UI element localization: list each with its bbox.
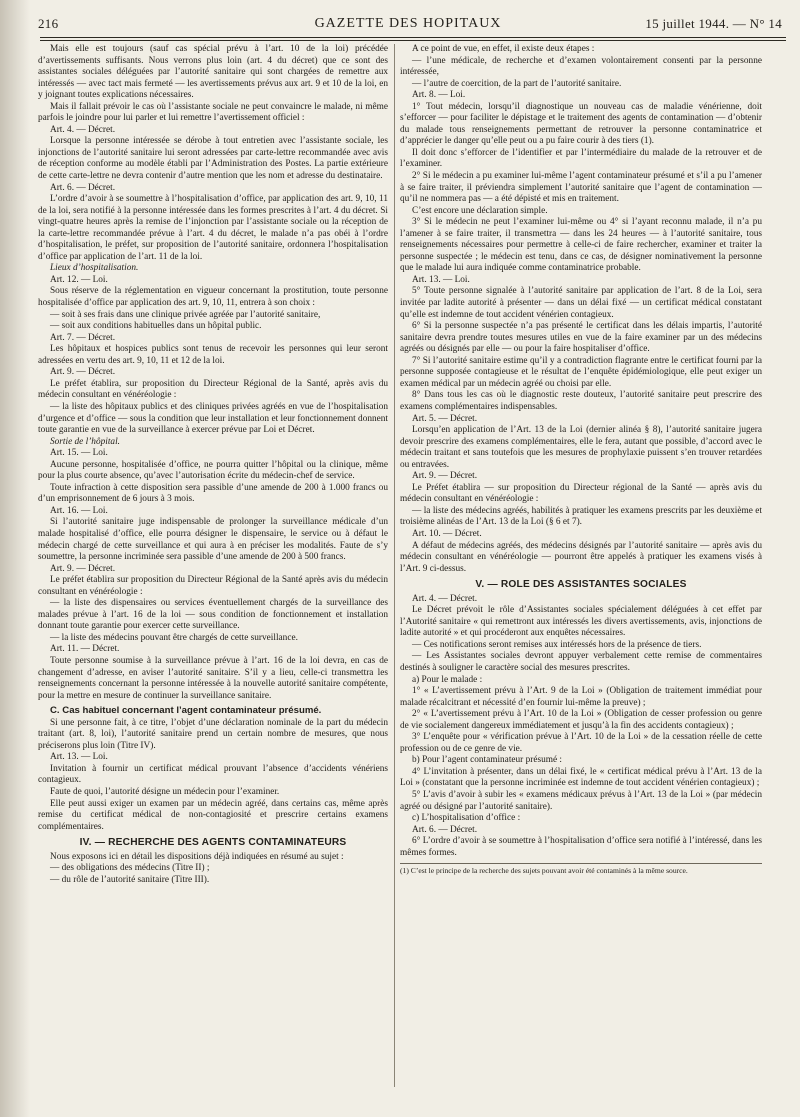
paragraph: Art. 9. — Décret.: [50, 367, 116, 378]
paragraph: 5° Toute personne signalée à l’autorité sanitaire par application de l’art. 8 de la Loi, sera invitée par ladite autorité à présenter — dans un délai fixé — un certificat médical constatant qu’elle est indemne de tout accident vénérien contagieux.: [400, 286, 762, 320]
paragraph: 3° Si le médecin ne peut l’examiner lui-même ou 4° si l’ayant reconnu malade, il n’a pu l’amener à se faire traiter, il transmettra — dans les 24 heures — à l’autorité sanitaire, tous renseignements nécessaires pour permettre à celle-ci de faire rechercher, examiner et traiter la personne suspectée ; le médecin est tenu, dans ce cas, de désigner nominativement la personne que le malade lui aura indiquée comme contaminatrice probable.: [400, 217, 762, 274]
italic-subheading: Sortie de l’hôpital.: [50, 436, 120, 447]
paragraph: c) L’hospitalisation d’office :: [412, 813, 521, 824]
paragraph: Elle peut aussi exiger un examen par un médecin agréé, dans certains cas, même après remise du certificat médical de non-contagiosité et prescrire certains examens complémentaires.: [38, 798, 388, 832]
paragraph: — Les Assistantes sociales devront appuyer verbalement cette remise de commentaires destinés à souligner le caractère social des mesures prescrites.: [400, 651, 762, 673]
page-number: 216: [38, 16, 59, 31]
paragraph: — l’une médicale, de recherche et d’examen volontairement consenti par la personne intéressée,: [400, 55, 762, 78]
paragraph: Mais elle est toujours (sauf cas spécial prévu à l’art. 10 de la loi) précédée d’avertissements suffisants. Nous verrons plus loin (art. 4 du décret) que ce sont des assistantes sociales déléguées par l’autorité sanitaire qui sont chargées de remettre aux intéressés — avec tact mais fermeté — les avertissements prévus aux art. 9 et 10 de la loi, en y joignant toutes explications nécessaires.: [38, 44, 388, 101]
paragraph: Lorsqu’en application de l’Art. 13 de la Loi (dernier alinéa § 8), l’autorité sanitaire jugera devoir prescrire des examens complémentaires, elle le fera, autant que possible, d’accord avec le médecin traitant et sans toutefois que les mesures de prophylaxie puissent s’en trouver retardées ou entravées.: [400, 425, 762, 470]
paragraph: Art. 8. — Loi.: [412, 90, 466, 101]
paragraph: Art. 9. — Décret.: [412, 471, 478, 482]
paragraph: — la liste des dispensaires ou services éventuellement chargés de la surveillance des malades prévue à l’art. 16 de la loi — sous condition de fonctionnement et installation donnant toute garantie pour exercer cette surveillance.: [38, 598, 388, 632]
paragraph: Art. 9. — Décret.: [50, 563, 116, 574]
paragraph: 7° Si l’autorité sanitaire estime qu’il y a contradiction flagrante entre le certificat fourni par la personne supposée contagieuse et le résultat de l’enquête épidémiologique, elle peut exiger un examen médical par un médecin agréé ou choisi par elle.: [400, 355, 762, 389]
paragraph: — soit à ses frais dans une clinique privée agréée par l’autorité sanitaire,: [50, 309, 321, 320]
paragraph: Art. 10. — Décret.: [412, 528, 482, 539]
paragraph: Art. 6. — Décret.: [50, 182, 116, 193]
paragraph: Aucune personne, hospitalisée d’office, ne pourra quitter l’hôpital ou la clinique, même pour la plus courte absence, qu’avec l’autorisation écrite du médecin-chef de service.: [38, 459, 388, 482]
footnote: (1) C’est le principe de la recherche des sujets pouvant avoir été contaminés à la même source.: [400, 863, 762, 875]
italic-subheading: Lieux d’hospitalisation.: [50, 263, 139, 274]
paragraph: a) Pour le malade :: [412, 674, 483, 685]
issue-date: 15 juillet 1944. — N° 14: [645, 16, 782, 31]
paragraph: Si l’autorité sanitaire juge indispensable de prolonger la surveillance médicale d’un malade hospitalisé d’office, elle pourra désigner le dispensaire, le service ou à défaut le médecin chargé de cette surveillance et qui aura à en préciser les modalités. Faute de s’y soumettre, la personne incriminée sera passible d’une amende de 200 à 500 francs.: [38, 517, 388, 563]
paragraph: Art. 16. — Loi.: [50, 505, 108, 516]
paragraph: 2° Si le médecin a pu examiner lui-même l’agent contaminateur présumé et s’il a pu l’amener à se faire traiter, il préviendra simplement l’autorité sanitaire que l’agent de contamination — qu’il ne nommera pas — a été dépisté et mis en traitement.: [400, 171, 762, 205]
paragraph: Toute personne soumise à la surveillance prévue à l’art. 16 de la loi devra, en cas de changement d’adresse, en aviser l’autorité sanitaire. S’il y a lieu, celle-ci transmettra les renseignements concernant la personne intéressée à la nouvelle autorité sanitaire compétente, pour la mettre en mesure de continuer la surveillance sanitaire.: [38, 655, 388, 701]
paragraph: Art. 4. — Décret.: [50, 124, 116, 135]
journal-title: GAZETTE DES HOPITAUX: [314, 16, 502, 31]
paragraph: Le Décret prévoit le rôle d’Assistantes sociales spécialement déléguées à cet effet par l’Autorité sanitaire « qui remettront aux intéressés les divers avertissements, avis, injonctions de ladite autorité » et qui procéderont aux enquêtes nécessaires.: [400, 605, 762, 639]
subsection-heading: C. Cas habituel concernant l’agent contaminateur présumé.: [50, 705, 322, 717]
paragraph: 1° « L’avertissement prévu à l’Art. 9 de la Loi » (Obligation de traitement immédiat pour malade récalcitrant et nécessité d’en fournir lui-même la preuve) ;: [400, 686, 762, 708]
paragraph: — la liste des médecins agréés, habilités à pratiquer les examens prescrits par les deuxième et troisième alinéas de l’Art. 13 de la Loi (§ 6 et 7).: [400, 505, 762, 528]
running-header: [30, 14, 786, 38]
right-column: [400, 44, 762, 1087]
paragraph: 3° L’enquête pour « vérification prévue à l’Art. 10 de la Loi » de la cessation réelle de cette profession ou de ce genre de vie.: [400, 732, 762, 754]
paragraph: Si une personne fait, à ce titre, l’objet d’une déclaration nominale de la part du médecin traitant (art. 8, loi), l’autorité sanitaire prend un certain nombre de mesures, que nous préciserons plus loin (Titre IV).: [38, 717, 388, 751]
paragraph: Nous exposons ici en détail les dispositions déjà indiquées en résumé au sujet :: [50, 851, 344, 862]
paragraph: A défaut de médecins agréés, des médecins désignés par l’autorité sanitaire — après avis du médecin consultant en vénéréologie — pourront être appelés à pratiquer les examens visés à l’Art. 9 ci-dessus.: [400, 540, 762, 574]
header-rule-thin: [40, 40, 786, 41]
paragraph: 1° Tout médecin, lorsqu’il diagnostique un nouveau cas de maladie vénérienne, doit s’efforcer — pour faciliter le dépistage et le traitement des agents de contamination — d’obtenir du malade tous renseignements permettant de retrouver la personne contaminatrice et d’apprécier le danger qu’elle peut ou a pu faire courir à des tiers (1).: [400, 101, 762, 147]
paragraph: 5° L’avis d’avoir à subir les « examens médicaux prévus à l’Art. 13 de la Loi » (par médecin agréé ou désigné par l’autorité sanitaire).: [400, 790, 762, 812]
paragraph: — la liste des hôpitaux publics et des cliniques privées agréés en vue de l’hospitalisation d’urgence et d’office — sous la condition que leur installation et leur fonctionnement donnent toute garantie en vue de la surveillance à exercer prévue par Loi et Décret.: [38, 401, 388, 436]
paragraph: — soit aux conditions habituelles dans un hôpital public.: [50, 321, 262, 332]
paragraph: Faute de quoi, l’autorité désigne un médecin pour l’examiner.: [50, 787, 280, 797]
paragraph: 6° Si la personne suspectée n’a pas présenté le certificat dans les délais impartis, l’autorité sanitaire devra prendre toutes mesures utiles en vue de la faire examiner par un des médecins agréés ou désignés par elle — ou pour la faire hospitaliser d’office.: [400, 321, 762, 355]
paragraph: Les hôpitaux et hospices publics sont tenus de recevoir les personnes qui leur seront adressées en vertu des art. 9, 10, 11 et 12 de la loi.: [38, 344, 388, 366]
paragraph: 8° Dans tous les cas où le diagnostic reste douteux, l’autorité sanitaire peut prescrire des examens complémentaires indispensables.: [400, 390, 762, 412]
left-column: [38, 44, 388, 1087]
paragraph: Art. 15. — Loi.: [50, 448, 108, 459]
binding-shadow: [0, 0, 30, 1117]
paragraph: Toute infraction à cette disposition sera passible d’une amende de 200 à 1.000 francs ou d’un emprisonnement de 6 jours à 3 mois.: [38, 482, 388, 505]
paragraph: Art. 6. — Décret.: [412, 824, 478, 835]
section-heading: IV. — RECHERCHE DES AGENTS CONTAMINATEURS: [79, 837, 347, 849]
paragraph: Invitation à fournir un certificat médical prouvant l’absence d’accidents vénériens contagieux.: [38, 763, 388, 786]
paragraph: Art. 13. — Loi.: [412, 274, 470, 285]
paragraph: Art. 11. — Décret.: [50, 644, 120, 655]
paragraph: Art. 7. — Décret.: [50, 332, 116, 343]
paragraph: Le préfet établira, sur proposition du Directeur Régional de la Santé, après avis du médecin consultant en vénéréologie :: [38, 378, 388, 401]
paragraph: 6° L’ordre d’avoir à se soumettre à l’hospitalisation d’office sera notifié à l’intéressé, dans les mêmes formes.: [400, 836, 762, 858]
paragraph: Mais il fallait prévoir le cas où l’assistante sociale ne peut convaincre le malade, ni même parfois le joindre pour lui parler et lui remettre l’avertissement officiel :: [38, 101, 388, 124]
paragraph: Art. 4. — Décret.: [412, 593, 478, 604]
header-rule: [40, 37, 786, 38]
paragraph: Sous réserve de la réglementation en vigueur concernant la prostitution, toute personne hospitalisée d’office par application des art. 9, 10, 11, entrera à son choix :: [38, 286, 388, 309]
paragraph: A ce point de vue, en effet, il existe deux étapes :: [412, 44, 595, 54]
section-heading: V. — ROLE DES ASSISTANTES SOCIALES: [475, 579, 687, 591]
paragraph: — des obligations des médecins (Titre II) ;: [50, 863, 210, 874]
column-divider: [394, 44, 395, 1087]
paragraph: C’est encore une déclaration simple.: [412, 205, 548, 216]
paragraph: 2° « L’avertissement prévu à l’Art. 10 de la Loi » (Obligation de cesser profession ou genre de vie socialement dangereux immédiatement et jusqu’à la fin des accidents contagieux) ;: [400, 709, 762, 731]
paragraph: b) Pour l’agent contaminateur présumé :: [412, 755, 562, 766]
paragraph: Il doit donc s’efforcer de l’identifier et par l’intermédiaire du malade de la retrouver et de l’examiner.: [400, 147, 762, 170]
paragraph: — du rôle de l’autorité sanitaire (Titre III).: [50, 874, 210, 885]
paragraph: Lorsque la personne intéressée se dérobe à tout entretien avec l’assistante sociale, les injonctions de l’autorité sanitaire lui seront adressées par carte-lettre recommandée avec avis de réception conforme au modèle établi par l’Administration des Postes. La partie extérieure de cette carte-lettre ne devra contenir d’autre mention que les nom et adresse du destinataire.: [38, 136, 388, 182]
paragraph: — l’autre de coercition, de la part de l’autorité sanitaire.: [412, 78, 622, 89]
paragraph: — Ces notifications seront remises aux intéressés hors de la présence de tiers.: [412, 639, 702, 650]
paragraph: Le Préfet établira — sur proposition du Directeur régional de la Santé — après avis du médecin consultant en vénéréologie :: [400, 482, 762, 505]
paragraph: L’ordre d’avoir à se soumettre à l’hospitalisation d’office, par application des art. 9, 10, 11 de la loi, sera notifié à la personne intéressée dans les formes prescrites à l’art. 4 du décret. Si vingt-quatre heures après la remise de l’injonction par l’assistante sociale ou la réception de la carte-lettre recommandée prévue à l’art. 4 du décret, le malade n’a pas obéi à l’ordre d’hospitalisation, le préfet, sur proposition de l’autorité sanitaire, ordonnera l’hospitalisation d’office par application de l’art. 11 de la loi.: [38, 194, 388, 262]
paragraph: Art. 13. — Loi.: [50, 752, 108, 763]
paragraph: Art. 12. — Loi.: [50, 274, 108, 285]
paragraph: 4° L’invitation à présenter, dans un délai fixé, le « certificat médical prévu à l’Art. 13 de la Loi » (constatant que la personne incriminée est indemne de tout accident vénérien contagieux) ;: [400, 766, 762, 789]
paragraph: — la liste des médecins pouvant être chargés de cette surveillance.: [50, 632, 298, 643]
paragraph: Le préfet établira sur proposition du Directeur Régional de la Santé après avis du médecin consultant en vénéréologie :: [38, 575, 388, 597]
paragraph: Art. 5. — Décret.: [412, 413, 478, 424]
